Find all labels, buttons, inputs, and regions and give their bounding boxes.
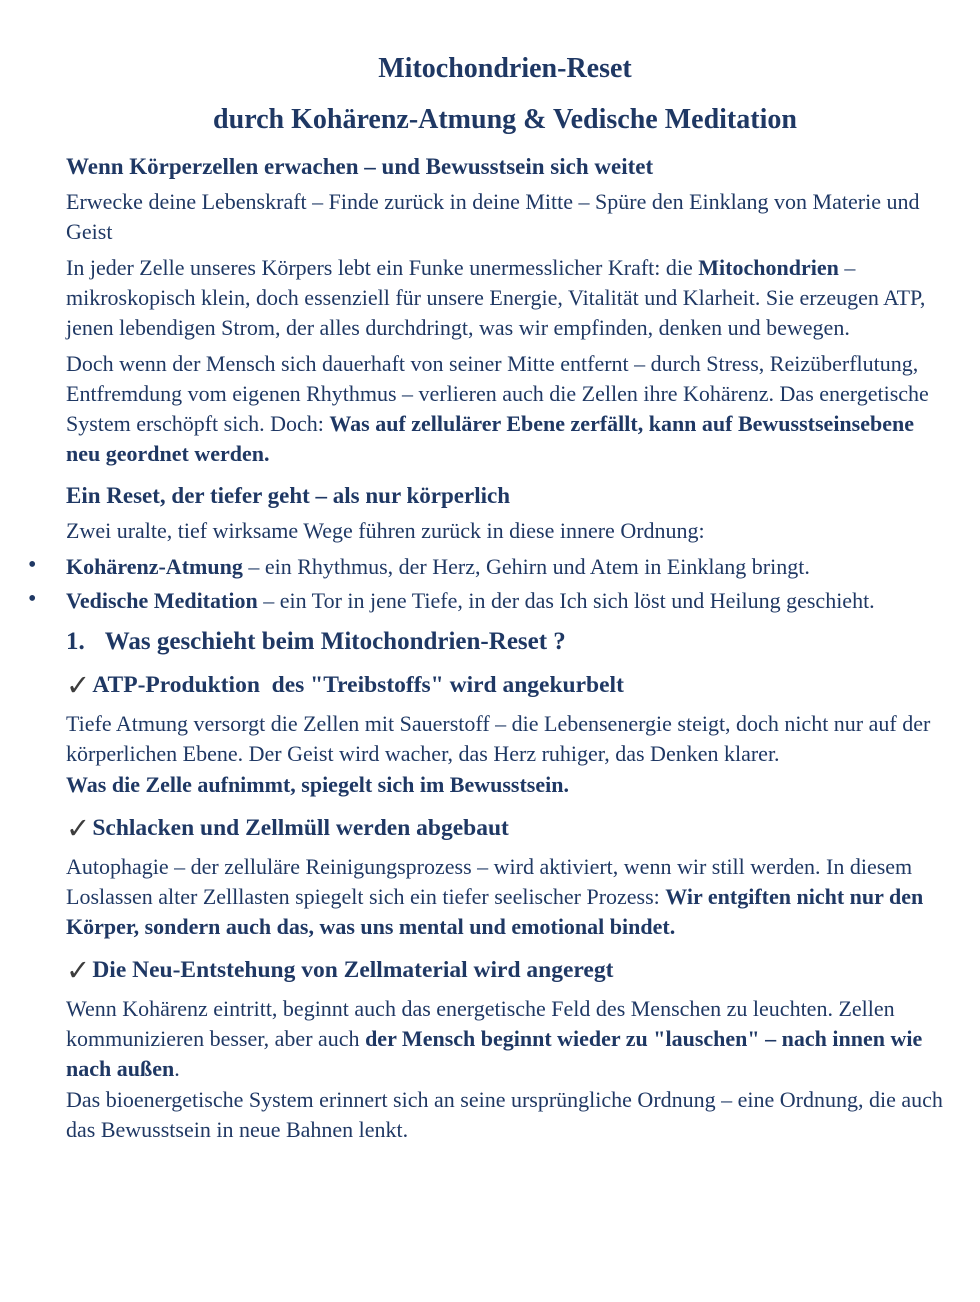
bullet-list-item bbox=[28, 586, 944, 616]
bold-text-run: Vedische Meditation bbox=[66, 588, 258, 614]
check-icon: ✓ bbox=[66, 953, 91, 988]
body-paragraph bbox=[66, 516, 944, 546]
text-run: . bbox=[174, 1056, 180, 1082]
body-paragraph bbox=[66, 187, 944, 247]
heading-text bbox=[92, 672, 624, 698]
bold-text-run: der Mensch beginnt wieder zu "lauschen" – nach innen wie nach außen bbox=[66, 1026, 923, 1082]
heading-number: 1. bbox=[66, 628, 85, 656]
bold-text-run: Was die Zelle aufnimmt, spiegelt sich im Bewusstsein. bbox=[66, 772, 569, 798]
text-run: In jeder Zelle unseres Körpers lebt ein Funke unermesslicher Kraft: die bbox=[66, 255, 699, 281]
body-paragraph bbox=[66, 1085, 944, 1145]
body-paragraph bbox=[66, 770, 944, 800]
text-run: Das bioenergetische System erinnert sich an seine ursprüngliche Ordnung – eine Ordnung, die auch das Bewusstsein in neue Bahnen lenkt. bbox=[66, 1087, 943, 1143]
body-paragraph bbox=[66, 709, 944, 769]
text-run: – ein Rhythmus, der Herz, Gehirn und Atem in Einklang bringt. bbox=[242, 554, 810, 580]
bullet-icon: • bbox=[28, 586, 37, 613]
section-heading bbox=[66, 152, 944, 181]
check-heading bbox=[66, 955, 944, 986]
body-paragraph bbox=[66, 852, 944, 942]
heading-text bbox=[105, 628, 566, 655]
text-run: Zwei uralte, tief wirksame Wege führen zurück in diese innere Ordnung: bbox=[66, 518, 705, 544]
text-run: Autophagie – der zelluläre Reinigungsprozess – wird aktiviert, wenn wir still werden. In diesem Loslassen alter Zelllasten spiegelt sich ein tiefer seelischer Prozess: bbox=[66, 854, 913, 910]
heading-text bbox=[92, 957, 613, 983]
text-run: Erwecke deine Lebenskraft – Finde zurück in deine Mitte – Spüre den Einklang von Materie und Geist bbox=[66, 189, 920, 245]
check-icon: ✓ bbox=[66, 811, 91, 846]
body-paragraph bbox=[66, 994, 944, 1084]
bold-text-run: Kohärenz-Atmung bbox=[66, 554, 243, 580]
section-heading bbox=[66, 481, 944, 510]
bold-text-run: Ein Reset, der tiefer geht – als nur körperlich bbox=[66, 483, 510, 509]
document-title: Mitochondrien-Reset bbox=[378, 53, 632, 84]
check-heading bbox=[66, 670, 944, 701]
bullet-icon: • bbox=[28, 552, 37, 579]
bold-text-run: Die Neu-Entstehung von Zellmaterial wird angeregt bbox=[92, 957, 614, 984]
bold-text-run: Wir entgiften nicht nur den Körper, sondern auch das, was uns mental und emotional bindet. bbox=[66, 884, 924, 940]
document-body bbox=[28, 152, 944, 1145]
text-run: Tiefe Atmung versorgt die Zellen mit Sauerstoff – die Lebensenergie steigt, doch nicht nur auf der körperlichen Ebene. Der Geist wird wacher, das Herz ruhiger, das Denken klarer. bbox=[66, 711, 931, 767]
bullet-list-item bbox=[28, 552, 944, 582]
bold-text-run: Schlacken und Zellmüll werden abgebaut bbox=[92, 815, 509, 842]
text-run: – mikroskopisch klein, doch essenziell für unsere Energie, Vitalität und Klarheit. Sie erzeugen ATP, jenen lebendigen Strom, der alles durchdringt, was wir empfinden, denken und bewegen. bbox=[66, 255, 926, 341]
text-run: Doch wenn der Mensch sich dauerhaft von seiner Mitte entfernt – durch Stress, Reizüberflutung, Entfremdung vom eigenen Rhythmus – verlieren auch die Zellen ihre Kohärenz. Das energetische System erschöpft sich. Doch: bbox=[66, 351, 929, 437]
text-run: – ein Tor in jene Tiefe, in der das Ich sich löst und Heilung geschieht. bbox=[257, 588, 875, 614]
document-subtitle: durch Kohärenz-Atmung & Vedische Meditation bbox=[213, 103, 797, 135]
numbered-section-heading bbox=[66, 626, 944, 657]
bold-text-run: Wenn Körperzellen erwachen – und Bewusstsein sich weitet bbox=[66, 154, 654, 180]
bold-text-run: Was geschieht beim Mitochondrien-Reset ? bbox=[104, 628, 566, 656]
text-run: Wenn Kohärenz eintritt, beginnt auch das energetische Feld des Menschen zu leuchten. Zellen kommunizieren besser, aber auch bbox=[66, 996, 895, 1052]
bold-text-run: ATP-Produktion des "Treibstoffs" wird angekurbelt bbox=[92, 672, 624, 699]
bold-text-run: Was auf zellulärer Ebene zerfällt, kann auf Bewusstseinsebene neu geordnet werden. bbox=[66, 411, 914, 467]
body-paragraph bbox=[66, 253, 944, 343]
body-paragraph bbox=[66, 349, 944, 469]
bold-text-run: Mitochondrien bbox=[698, 255, 839, 281]
check-icon: ✓ bbox=[66, 668, 91, 703]
check-heading bbox=[66, 813, 944, 844]
heading-text bbox=[92, 815, 509, 841]
